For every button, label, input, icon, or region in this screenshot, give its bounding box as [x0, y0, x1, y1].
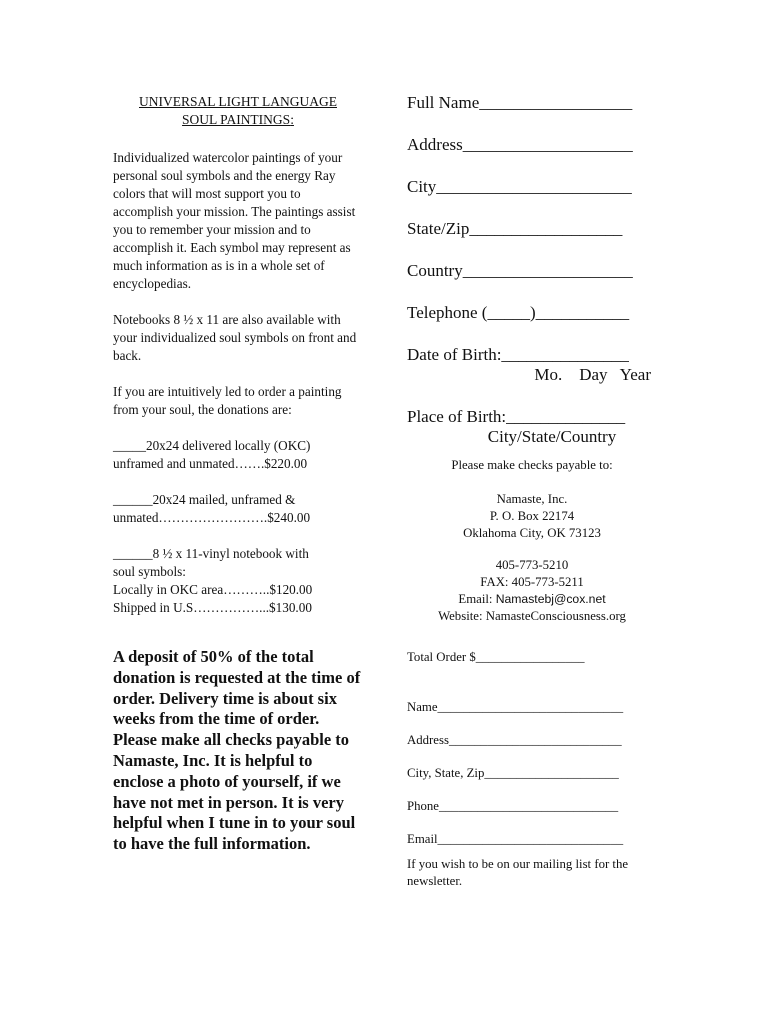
- mailing-address: [407, 491, 657, 542]
- email-line: [407, 591, 657, 608]
- option-painting-local: [113, 437, 363, 473]
- document-title: [113, 93, 363, 129]
- contact-info: [407, 557, 657, 625]
- name-field-small[interactable]: Name_____________________________: [407, 700, 624, 714]
- state-zip-field[interactable]: State/Zip__________________: [407, 219, 623, 238]
- total-order-field[interactable]: Total Order $_________________: [407, 650, 585, 664]
- option1-line2: unframed and unmated…….$220.00: [113, 456, 308, 471]
- company-name: Namaste, Inc.: [496, 492, 568, 506]
- right-column: [407, 93, 657, 890]
- phone-number: 405-773-5210: [495, 558, 569, 572]
- left-column: [113, 93, 363, 855]
- country-field[interactable]: Country____________________: [407, 261, 633, 280]
- option3-line3: Locally in OKC area………..$120.00: [113, 582, 313, 597]
- city-state-zip-field[interactable]: City, State, Zip_____________________: [407, 766, 619, 780]
- checks-payable-label: Please make checks payable to:: [451, 458, 613, 472]
- notebooks-paragraph: Notebooks 8 ½ x 11 are also available with your individualized soul symbols on front and back.: [113, 312, 357, 363]
- intro-paragraph: Individualized watercolor paintings of your personal soul symbols and the energy Ray colors that will most support you to accomplish your mission. The paintings assist you to remember your mission and to accomplish it. Each symbol may represent as much information as is in a whole set of encyclopedias.: [113, 150, 356, 291]
- mailing-list-note: If you wish to be on our mailing list for the newsletter.: [407, 857, 629, 888]
- po-box: P. O. Box 22174: [489, 509, 575, 523]
- city-field[interactable]: City_______________________: [407, 177, 632, 196]
- title-line-1: UNIVERSAL LIGHT LANGUAGE: [139, 94, 337, 109]
- date-of-birth-sublabel: Mo. Day Year: [534, 365, 651, 384]
- email-label: Email:: [458, 592, 496, 606]
- full-name-field[interactable]: Full Name__________________: [407, 93, 633, 112]
- fax-number: FAX: 405-773-5211: [480, 575, 584, 589]
- telephone-field[interactable]: Telephone (_____)___________: [407, 303, 630, 322]
- city-state-zip-address: Oklahoma City, OK 73123: [463, 526, 601, 540]
- donations-intro: If you are intuitively led to order a painting from your soul, the donations are:: [113, 384, 342, 417]
- email-field-small[interactable]: Email_____________________________: [407, 832, 624, 846]
- place-of-birth-field[interactable]: Place of Birth:______________: [407, 407, 626, 426]
- address-field-small[interactable]: Address___________________________: [407, 733, 622, 747]
- option-painting-mailed: [113, 491, 363, 527]
- date-of-birth-field[interactable]: Date of Birth:_______________: [407, 345, 629, 364]
- option3-line4: Shipped in U.S……………...$130.00: [113, 600, 312, 615]
- title-line-2: SOUL PAINTINGS: [182, 112, 291, 127]
- address-field[interactable]: Address____________________: [407, 135, 633, 154]
- option2-line1: ______20x24 mailed, unframed &: [113, 492, 296, 507]
- phone-field-small[interactable]: Phone____________________________: [407, 799, 619, 813]
- deposit-notice: A deposit of 50% of the total donation is requested at the time of order. Delivery time is about six weeks from the time of order. Please make all checks payable to Namaste, Inc. It is helpful to enclose a photo of yourself, if we have not met in person. It is very helpful when I tune in to your soul to have the full information.: [113, 647, 361, 854]
- option3-line1: ______8 ½ x 11-vinyl notebook with: [113, 546, 309, 561]
- website-link[interactable]: Website: NamasteConsciousness.org: [438, 609, 626, 623]
- option-notebook: [113, 545, 363, 617]
- title-colon: :: [290, 112, 294, 127]
- email-link[interactable]: Namastebj@cox.net: [495, 592, 606, 606]
- place-of-birth-sublabel: City/State/Country: [487, 427, 617, 446]
- option1-line1: _____20x24 delivered locally (OKC): [113, 438, 311, 453]
- option3-line2: soul symbols:: [113, 564, 186, 579]
- option2-line2: unmated…………………….$240.00: [113, 510, 311, 525]
